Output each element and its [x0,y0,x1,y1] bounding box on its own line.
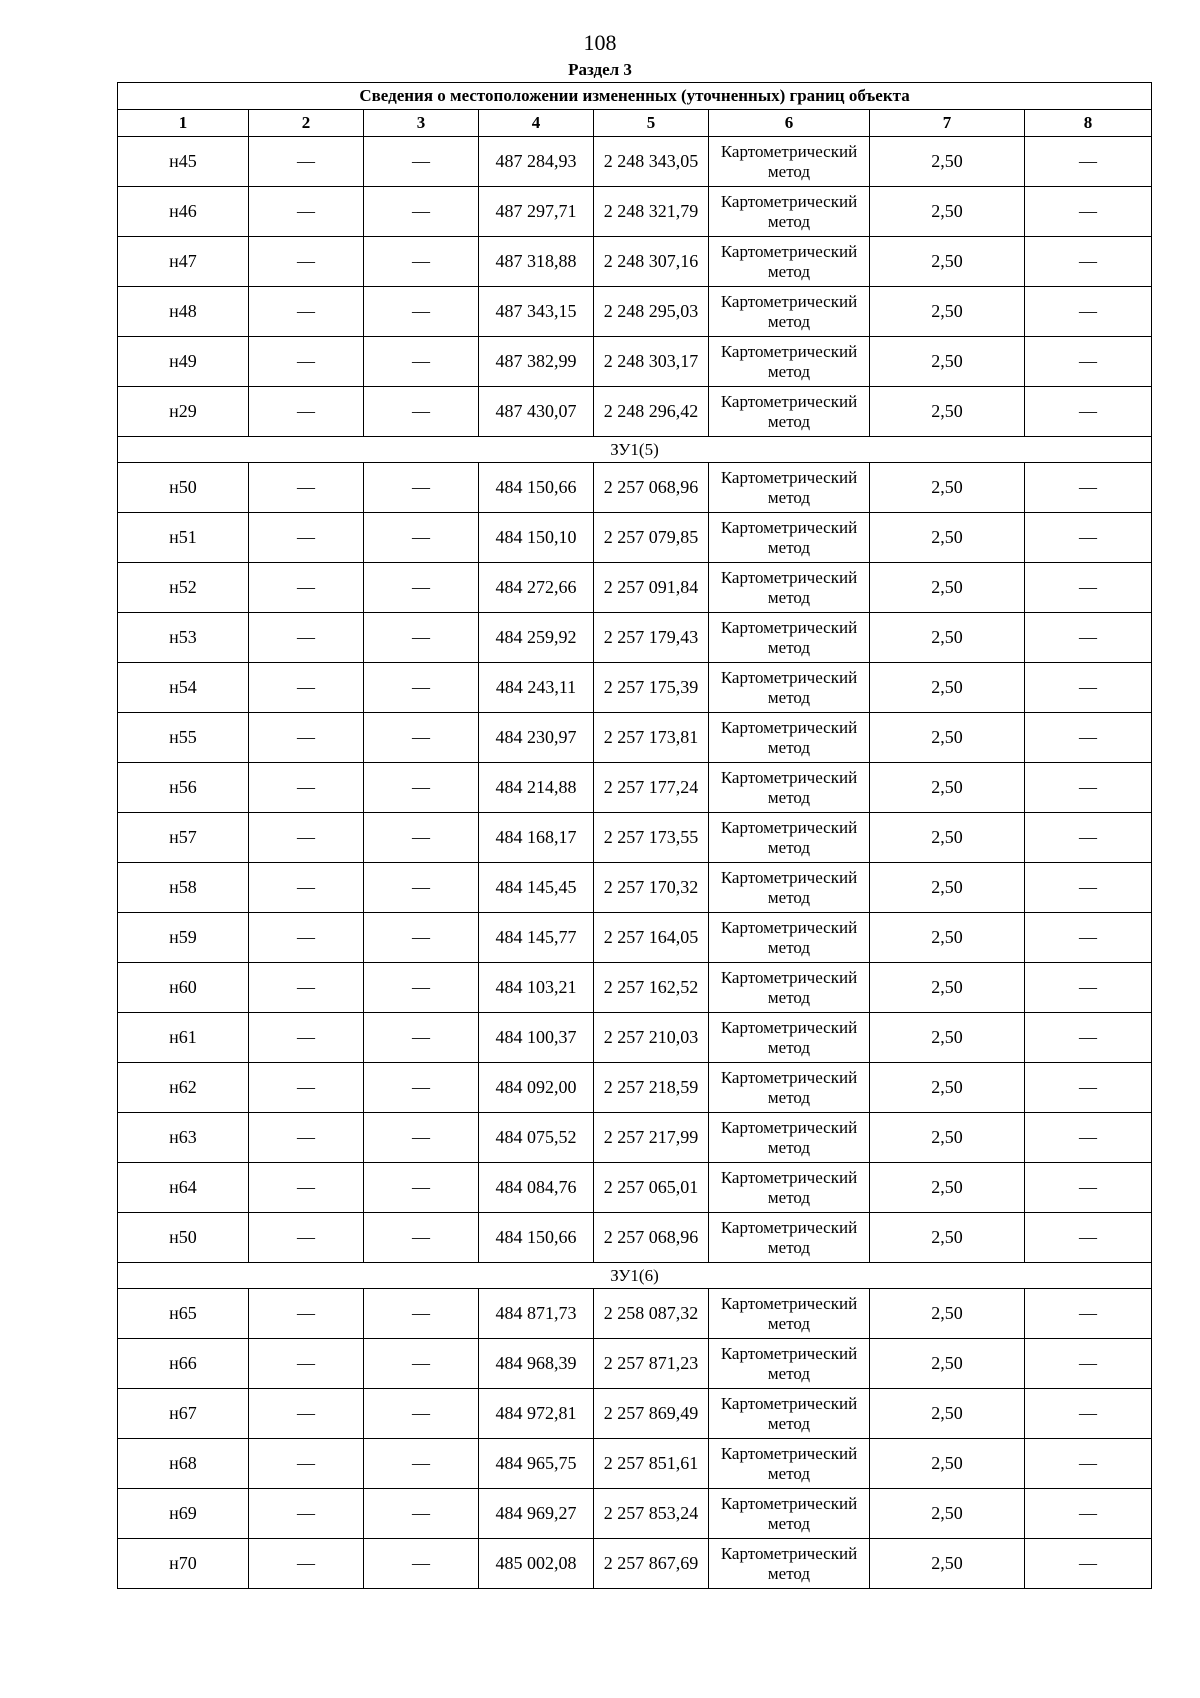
table-row [118,813,1152,863]
table-row [118,913,1152,963]
point-number-cell: н46 [118,187,249,237]
y-coordinate-cell: 2 257 177,24 [594,763,709,813]
col2-cell: — [249,663,364,713]
precision-cell: 2,50 [870,137,1025,187]
col8-cell: — [1025,813,1152,863]
table-row [118,1213,1152,1263]
col2-cell: — [249,387,364,437]
col2-cell: — [249,563,364,613]
table-row [118,1389,1152,1439]
table-row [118,1339,1152,1389]
x-coordinate-cell: 484 084,76 [479,1163,594,1213]
col8-cell: — [1025,1389,1152,1439]
table-row [118,963,1152,1013]
col3-cell: — [364,1489,479,1539]
x-coordinate-cell: 487 382,99 [479,337,594,387]
precision-cell: 2,50 [870,713,1025,763]
table-row [118,237,1152,287]
col3-cell: — [364,1213,479,1263]
precision-cell: 2,50 [870,963,1025,1013]
y-coordinate-cell: 2 257 091,84 [594,563,709,613]
col2-cell: — [249,1289,364,1339]
precision-cell: 2,50 [870,1289,1025,1339]
x-coordinate-cell: 487 297,71 [479,187,594,237]
x-coordinate-cell: 484 150,66 [479,1213,594,1263]
precision-cell: 2,50 [870,513,1025,563]
y-coordinate-cell: 2 257 175,39 [594,663,709,713]
method-cell: Картометрический метод [709,663,870,713]
table-row [118,1163,1152,1213]
col8-cell: — [1025,137,1152,187]
x-coordinate-cell: 487 343,15 [479,287,594,337]
page-number: 108 [583,30,617,55]
precision-cell: 2,50 [870,1439,1025,1489]
col2-cell: — [249,863,364,913]
x-coordinate-cell: 484 214,88 [479,763,594,813]
col3-cell: — [364,137,479,187]
x-coordinate-cell: 484 968,39 [479,1339,594,1389]
column-number: 5 [594,110,709,137]
column-number: 4 [479,110,594,137]
precision-cell: 2,50 [870,1213,1025,1263]
table-row [118,1063,1152,1113]
y-coordinate-cell: 2 248 321,79 [594,187,709,237]
precision-cell: 2,50 [870,1539,1025,1589]
method-cell: Картометрический метод [709,1339,870,1389]
precision-cell: 2,50 [870,663,1025,713]
point-number-cell: н65 [118,1289,249,1339]
point-number-cell: н64 [118,1163,249,1213]
table-row [118,513,1152,563]
method-cell: Картометрический метод [709,1389,870,1439]
group-header-row [118,437,1152,463]
table-row [118,187,1152,237]
precision-cell: 2,50 [870,237,1025,287]
table-row [118,1539,1152,1589]
col3-cell: — [364,1289,479,1339]
method-cell: Картометрический метод [709,1439,870,1489]
precision-cell: 2,50 [870,463,1025,513]
col3-cell: — [364,713,479,763]
col8-cell: — [1025,287,1152,337]
col3-cell: — [364,1013,479,1063]
table-row [118,463,1152,513]
col3-cell: — [364,863,479,913]
y-coordinate-cell: 2 257 079,85 [594,513,709,563]
point-number-cell: н55 [118,713,249,763]
col2-cell: — [249,187,364,237]
table-row [118,1489,1152,1539]
col2-cell: — [249,463,364,513]
method-cell: Картометрический метод [709,287,870,337]
y-coordinate-cell: 2 257 853,24 [594,1489,709,1539]
x-coordinate-cell: 484 243,11 [479,663,594,713]
col2-cell: — [249,1439,364,1489]
col2-cell: — [249,763,364,813]
method-cell: Картометрический метод [709,813,870,863]
precision-cell: 2,50 [870,387,1025,437]
table-row [118,713,1152,763]
method-cell: Картометрический метод [709,963,870,1013]
col2-cell: — [249,1539,364,1589]
precision-cell: 2,50 [870,187,1025,237]
column-number: 2 [249,110,364,137]
col3-cell: — [364,963,479,1013]
method-cell: Картометрический метод [709,337,870,387]
col8-cell: — [1025,1013,1152,1063]
precision-cell: 2,50 [870,563,1025,613]
col8-cell: — [1025,963,1152,1013]
y-coordinate-cell: 2 257 068,96 [594,463,709,513]
col2-cell: — [249,337,364,387]
col3-cell: — [364,463,479,513]
y-coordinate-cell: 2 257 217,99 [594,1113,709,1163]
col3-cell: — [364,1389,479,1439]
x-coordinate-cell: 484 150,10 [479,513,594,563]
point-number-cell: н53 [118,613,249,663]
point-number-cell: н59 [118,913,249,963]
point-number-cell: н48 [118,287,249,337]
precision-cell: 2,50 [870,1163,1025,1213]
col8-cell: — [1025,337,1152,387]
table-row [118,1013,1152,1063]
x-coordinate-cell: 485 002,08 [479,1539,594,1589]
point-number-cell: н51 [118,513,249,563]
y-coordinate-cell: 2 257 218,59 [594,1063,709,1113]
col3-cell: — [364,613,479,663]
y-coordinate-cell: 2 257 210,03 [594,1013,709,1063]
col8-cell: — [1025,387,1152,437]
point-number-cell: н70 [118,1539,249,1589]
y-coordinate-cell: 2 248 307,16 [594,237,709,287]
group-label: ЗУ1(5) [118,437,1152,463]
col3-cell: — [364,1539,479,1589]
x-coordinate-cell: 484 150,66 [479,463,594,513]
x-coordinate-cell: 484 075,52 [479,1113,594,1163]
y-coordinate-cell: 2 258 087,32 [594,1289,709,1339]
point-number-cell: н45 [118,137,249,187]
col3-cell: — [364,187,479,237]
col2-cell: — [249,1339,364,1389]
col8-cell: — [1025,863,1152,913]
col2-cell: — [249,1489,364,1539]
point-number-cell: н49 [118,337,249,387]
method-cell: Картометрический метод [709,1213,870,1263]
y-coordinate-cell: 2 248 343,05 [594,137,709,187]
col3-cell: — [364,563,479,613]
precision-cell: 2,50 [870,813,1025,863]
method-cell: Картометрический метод [709,387,870,437]
col8-cell: — [1025,1289,1152,1339]
method-cell: Картометрический метод [709,863,870,913]
col8-cell: — [1025,1439,1152,1489]
precision-cell: 2,50 [870,1389,1025,1439]
col8-cell: — [1025,1063,1152,1113]
x-coordinate-cell: 484 145,77 [479,913,594,963]
col2-cell: — [249,613,364,663]
col8-cell: — [1025,1213,1152,1263]
table-row [118,1113,1152,1163]
col3-cell: — [364,287,479,337]
y-coordinate-cell: 2 248 303,17 [594,337,709,387]
method-cell: Картометрический метод [709,1113,870,1163]
x-coordinate-cell: 487 318,88 [479,237,594,287]
y-coordinate-cell: 2 248 295,03 [594,287,709,337]
point-number-cell: н57 [118,813,249,863]
col3-cell: — [364,1113,479,1163]
col3-cell: — [364,813,479,863]
method-cell: Картометрический метод [709,1289,870,1339]
point-number-cell: н50 [118,1213,249,1263]
method-cell: Картометрический метод [709,563,870,613]
table-row [118,563,1152,613]
point-number-cell: н67 [118,1389,249,1439]
col2-cell: — [249,513,364,563]
x-coordinate-cell: 484 168,17 [479,813,594,863]
point-number-cell: н54 [118,663,249,713]
col2-cell: — [249,287,364,337]
x-coordinate-cell: 484 965,75 [479,1439,594,1489]
col3-cell: — [364,1163,479,1213]
precision-cell: 2,50 [870,1063,1025,1113]
col3-cell: — [364,763,479,813]
col3-cell: — [364,237,479,287]
y-coordinate-cell: 2 248 296,42 [594,387,709,437]
y-coordinate-cell: 2 257 871,23 [594,1339,709,1389]
col8-cell: — [1025,1489,1152,1539]
col8-cell: — [1025,913,1152,963]
precision-cell: 2,50 [870,863,1025,913]
x-coordinate-cell: 484 145,45 [479,863,594,913]
method-cell: Картометрический метод [709,613,870,663]
point-number-cell: н66 [118,1339,249,1389]
x-coordinate-cell: 484 272,66 [479,563,594,613]
point-number-cell: н50 [118,463,249,513]
precision-cell: 2,50 [870,1489,1025,1539]
table-body [118,137,1152,1589]
method-cell: Картометрический метод [709,137,870,187]
col8-cell: — [1025,563,1152,613]
method-cell: Картометрический метод [709,913,870,963]
coordinates-table [117,82,1152,1589]
point-number-cell: н63 [118,1113,249,1163]
table-row [118,337,1152,387]
col3-cell: — [364,1063,479,1113]
table-row [118,663,1152,713]
precision-cell: 2,50 [870,287,1025,337]
column-number: 3 [364,110,479,137]
col3-cell: — [364,1339,479,1389]
col8-cell: — [1025,713,1152,763]
col8-cell: — [1025,1339,1152,1389]
x-coordinate-cell: 484 871,73 [479,1289,594,1339]
point-number-cell: н68 [118,1439,249,1489]
table-caption: Сведения о местоположении измененных (уточненных) границ объекта [118,83,1152,110]
col3-cell: — [364,387,479,437]
point-number-cell: н61 [118,1013,249,1063]
precision-cell: 2,50 [870,337,1025,387]
col2-cell: — [249,913,364,963]
column-number: 8 [1025,110,1152,137]
col2-cell: — [249,1213,364,1263]
y-coordinate-cell: 2 257 162,52 [594,963,709,1013]
y-coordinate-cell: 2 257 869,49 [594,1389,709,1439]
x-coordinate-cell: 484 972,81 [479,1389,594,1439]
column-number: 7 [870,110,1025,137]
x-coordinate-cell: 484 092,00 [479,1063,594,1113]
group-header-row [118,1263,1152,1289]
col8-cell: — [1025,237,1152,287]
col8-cell: — [1025,1539,1152,1589]
point-number-cell: н29 [118,387,249,437]
method-cell: Картометрический метод [709,1489,870,1539]
point-number-cell: н47 [118,237,249,287]
col2-cell: — [249,1163,364,1213]
table-row [118,287,1152,337]
method-cell: Картометрический метод [709,1013,870,1063]
group-label: ЗУ1(6) [118,1263,1152,1289]
table-row [118,137,1152,187]
col2-cell: — [249,237,364,287]
y-coordinate-cell: 2 257 173,81 [594,713,709,763]
col8-cell: — [1025,763,1152,813]
col8-cell: — [1025,463,1152,513]
x-coordinate-cell: 487 284,93 [479,137,594,187]
col8-cell: — [1025,187,1152,237]
col2-cell: — [249,137,364,187]
col3-cell: — [364,1439,479,1489]
x-coordinate-cell: 484 259,92 [479,613,594,663]
col2-cell: — [249,713,364,763]
col3-cell: — [364,337,479,387]
table-row [118,863,1152,913]
col8-cell: — [1025,663,1152,713]
col2-cell: — [249,1063,364,1113]
column-number: 1 [118,110,249,137]
col3-cell: — [364,663,479,713]
point-number-cell: н62 [118,1063,249,1113]
column-number: 6 [709,110,870,137]
y-coordinate-cell: 2 257 173,55 [594,813,709,863]
x-coordinate-cell: 487 430,07 [479,387,594,437]
method-cell: Картометрический метод [709,237,870,287]
point-number-cell: н60 [118,963,249,1013]
precision-cell: 2,50 [870,613,1025,663]
precision-cell: 2,50 [870,763,1025,813]
y-coordinate-cell: 2 257 068,96 [594,1213,709,1263]
col3-cell: — [364,913,479,963]
method-cell: Картометрический метод [709,1163,870,1213]
method-cell: Картометрический метод [709,513,870,563]
y-coordinate-cell: 2 257 851,61 [594,1439,709,1489]
method-cell: Картометрический метод [709,1063,870,1113]
col2-cell: — [249,1113,364,1163]
table-row [118,387,1152,437]
method-cell: Картометрический метод [709,463,870,513]
col8-cell: — [1025,613,1152,663]
precision-cell: 2,50 [870,913,1025,963]
y-coordinate-cell: 2 257 170,32 [594,863,709,913]
precision-cell: 2,50 [870,1339,1025,1389]
point-number-cell: н58 [118,863,249,913]
precision-cell: 2,50 [870,1013,1025,1063]
precision-cell: 2,50 [870,1113,1025,1163]
x-coordinate-cell: 484 103,21 [479,963,594,1013]
method-cell: Картометрический метод [709,187,870,237]
point-number-cell: н56 [118,763,249,813]
x-coordinate-cell: 484 100,37 [479,1013,594,1063]
col3-cell: — [364,513,479,563]
col2-cell: — [249,813,364,863]
column-numbers-row [118,110,1152,137]
point-number-cell: н69 [118,1489,249,1539]
x-coordinate-cell: 484 969,27 [479,1489,594,1539]
y-coordinate-cell: 2 257 179,43 [594,613,709,663]
col8-cell: — [1025,1163,1152,1213]
y-coordinate-cell: 2 257 867,69 [594,1539,709,1589]
x-coordinate-cell: 484 230,97 [479,713,594,763]
y-coordinate-cell: 2 257 164,05 [594,913,709,963]
col8-cell: — [1025,1113,1152,1163]
table-row [118,763,1152,813]
method-cell: Картометрический метод [709,1539,870,1589]
y-coordinate-cell: 2 257 065,01 [594,1163,709,1213]
table-row [118,613,1152,663]
col2-cell: — [249,1389,364,1439]
table-row [118,1439,1152,1489]
section-title: Раздел 3 [568,60,632,79]
table-row [118,1289,1152,1339]
col2-cell: — [249,963,364,1013]
method-cell: Картометрический метод [709,763,870,813]
col2-cell: — [249,1013,364,1063]
col8-cell: — [1025,513,1152,563]
point-number-cell: н52 [118,563,249,613]
method-cell: Картометрический метод [709,713,870,763]
